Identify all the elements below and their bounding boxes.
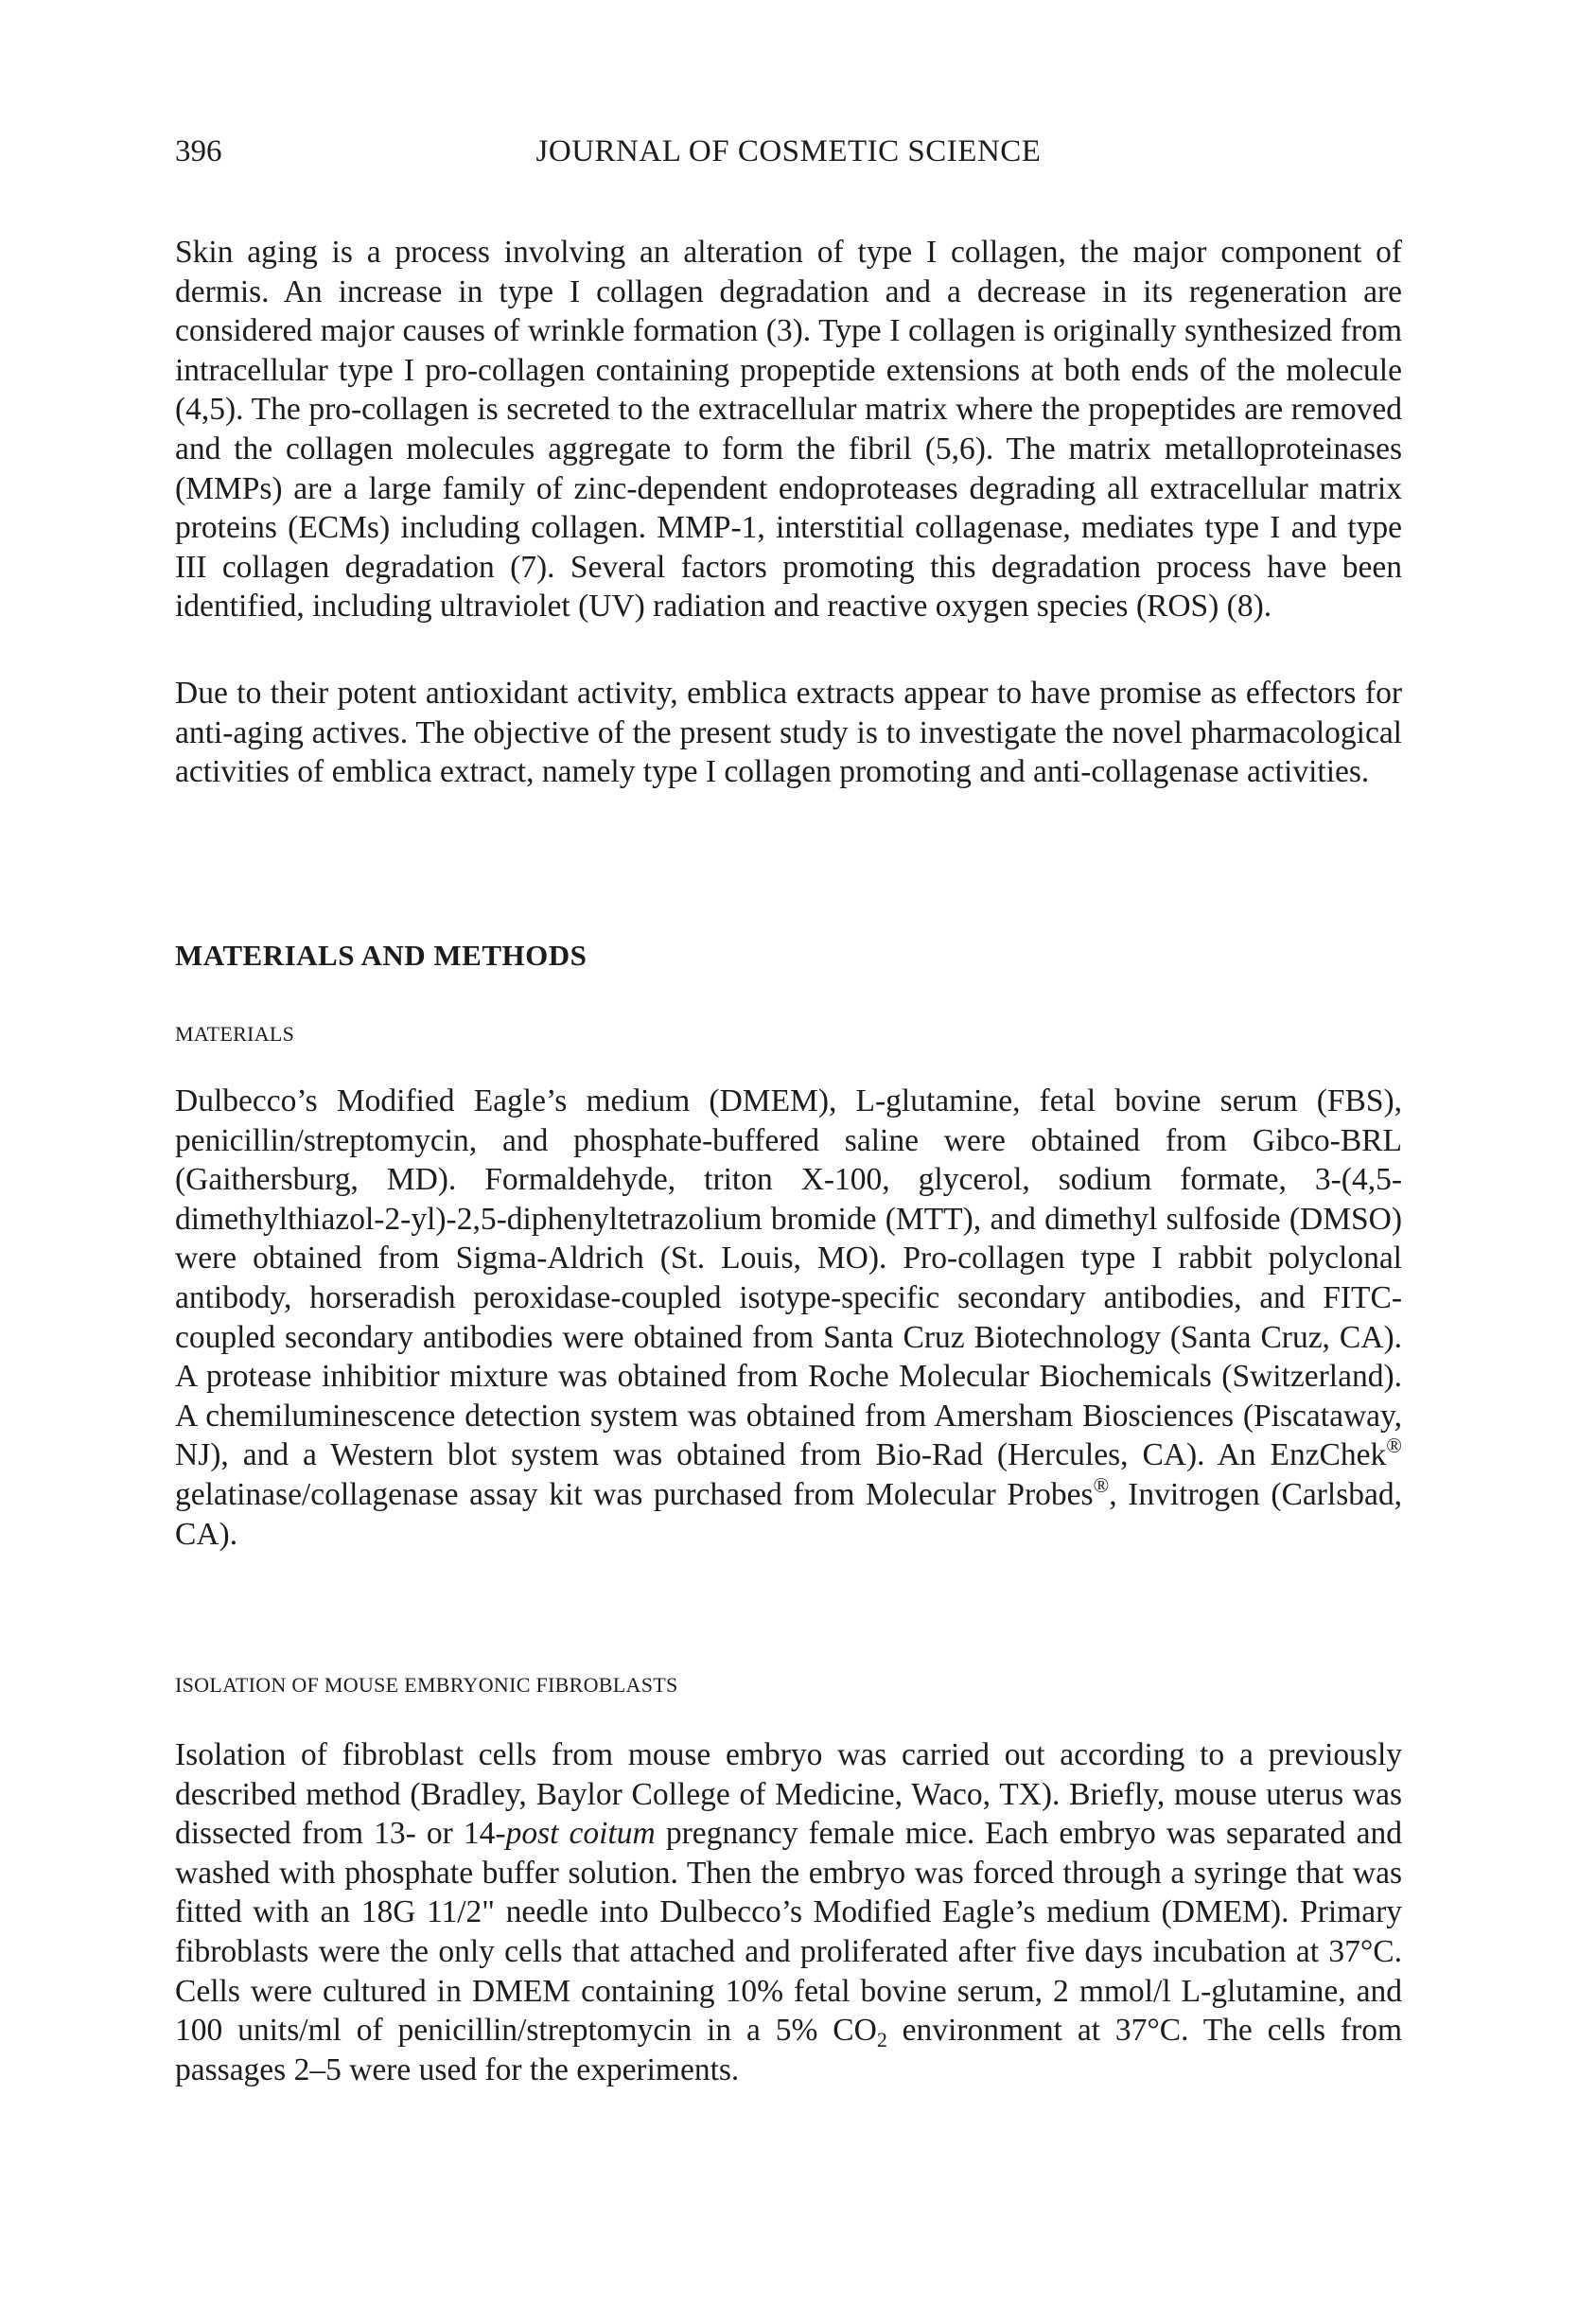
- intro-paragraph-2: Due to their potent antioxidant activity, emblica extracts appear to have promise as effectors for anti-aging actives. The objective of the present study is to investigate the novel pharmacological activities of emblica extract, namely type I collagen promoting and anti-collagenase activities.: [175, 676, 1402, 790]
- isolation-text-1: Isolation of fibroblast cells from mouse embryo was carried out according to a previously described method (Bradley, Baylor College of Medicine, Waco, TX). Briefly, mouse uterus was dissected from 13- or 14-: [175, 1737, 1402, 1852]
- materials-text-3: , Invitrogen (Carlsbad, CA).: [175, 1476, 1402, 1552]
- section-heading-materials-and-methods: MATERIALS AND METHODS: [175, 939, 588, 972]
- page-number: 396: [175, 134, 222, 168]
- isolation-text-3: environment at 37°C. The cells from passages 2–5 were used for the experiments.: [175, 2013, 1403, 2087]
- materials-text-2: gelatinase/collagenase assay kit was purchased from Molecular Probes: [175, 1476, 1094, 1512]
- subsection-heading-isolation: ISOLATION OF MOUSE EMBRYONIC FIBROBLASTS: [175, 1673, 678, 1697]
- isolation-text-2: pregnancy female mice. Each embryo was separated and washed with phosphate buffer solution. Then the embryo was forced through a syringe that was fitted with an 18G 11/2" needle into Dulbecco’s Modified Eagle’s medium (DMEM). Primary fibroblasts were the only cells that attached and proliferated after five days incubation at 37°C. Cells were cultured in DMEM containing 10% fetal bovine serum, 2 mmol/l L-glutamine, and 100 units/ml of penicillin/streptomycin in a 5% CO: [175, 1816, 1402, 2049]
- co2-subscript: 2: [876, 2028, 887, 2052]
- registered-mark-molecular-probes: ®: [1093, 1472, 1110, 1497]
- running-head: [175, 131, 1402, 172]
- materials-paragraph: [175, 1082, 1402, 1554]
- registered-mark-enzchek: ®: [1386, 1434, 1402, 1458]
- isolation-paragraph: [175, 1735, 1402, 2089]
- subsection-heading-materials: MATERIALS: [175, 1022, 295, 1046]
- materials-text-1: Dulbecco’s Modified Eagle’s medium (DMEM), L-glutamine, fetal bovine serum (FBS), penicillin/streptomycin, and phosphate-buffered saline were obtained from Gibco-BRL (Gaithersburg, MD). Formaldehyde, triton X-100, glycerol, sodium formate, 3-(4,5-​dimethylthiazol-2-yl)-2,5-diphenyltetrazolium bromide (MTT), and dimethyl sulfoside (DMSO) were obtained from Sigma-Aldrich (St. Louis, MO). Pro-collagen type I rabbit polyclonal antibody, horseradish peroxidase-coupled isotype-specific secondary antibodies, and FITC-coupled secondary antibodies were obtained from Santa Cruz Biotechnology (Santa Cruz, CA). A protease inhibitior mixture was obtained from Roche Molecular Biochemicals (Switzerland). A chemiluminescence detection system was obtained from Amersham Biosciences (Piscataway, NJ), and a Western blot system was obtained from Bio-Rad (Hercules, CA). An EnzChek: [175, 1083, 1402, 1473]
- journal-title: JOURNAL OF COSMETIC SCIENCE: [535, 134, 1042, 168]
- intro-paragraph-1: Skin aging is a process involving an alteration of type I collagen, the major component of dermis. An increase in type I collagen degradation and a decrease in its regeneration are considered major causes of wrinkle formation (3). Type I collagen is originally synthesized from intracellular type I pro-collagen containing propeptide extensions at both ends of the molecule (4,5). The pro-collagen is secreted to the extracellular matrix where the propeptides are removed and the collagen molecules aggregate to form the fibril (5,6). The matrix metalloproteinases (MMPs) are a large family of zinc-dependent endoproteases degrading all extracellular matrix proteins (ECMs) including collagen. MMP-1, interstitial collagenase, mediates type I and type III collagen degradation (7). Several factors promoting this degradation process have been identified, including ultraviolet (UV) radiation and reactive oxygen species (ROS) (8).: [175, 235, 1402, 625]
- italic-post-coitum: post coitum: [505, 1816, 656, 1852]
